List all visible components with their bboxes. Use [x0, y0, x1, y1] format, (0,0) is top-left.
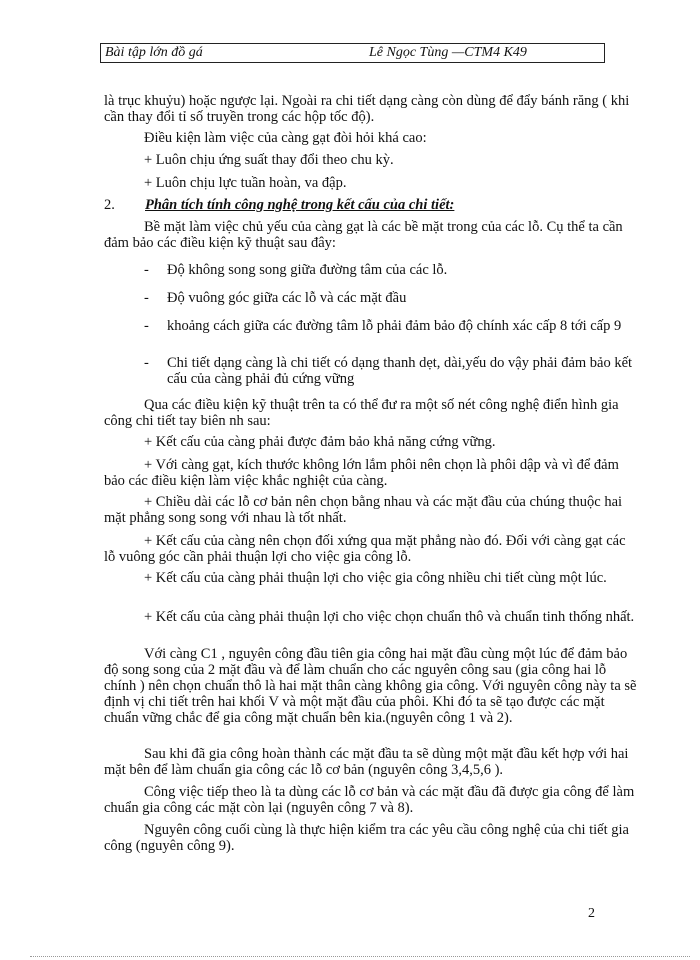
- paragraph: + Kết cấu của càng phải thuận lợi cho việc chọn chuẩn thô và chuẩn tinh thống nhất.: [144, 609, 635, 625]
- header-author: Lê Ngọc Tùng —CTM4 K49: [369, 45, 527, 60]
- section-number: 2.: [104, 197, 115, 213]
- bullet-mark: -: [144, 318, 149, 334]
- paragraph: Công việc tiếp theo là ta dùng các lỗ cơ bản và các mặt đầu đã được gia công để làm chuẩn gia công các mặt còn lại (nguyên công 7 và 8).: [104, 784, 635, 816]
- list-item: Độ không song song giữa đường tâm của các lỗ.: [167, 262, 448, 278]
- page-header: [100, 43, 605, 63]
- paragraph: Nguyên công cuối cùng là thực hiện kiểm tra các yêu cầu công nghệ của chi tiết gia công (nguyên công 9).: [104, 822, 629, 854]
- bullet-mark: -: [144, 290, 149, 306]
- paragraph: + Chiều dài các lỗ cơ bản nên chọn bằng nhau và các mặt đầu của chúng thuộc hai mặt phẳng song song với nhau là tốt nhất.: [104, 494, 623, 526]
- paragraph: Sau khi đã gia công hoàn thành các mặt đầu ta sẽ dùng một mặt đầu kết hợp với hai mặt bên để làm chuẩn gia công các lỗ cơ bản (nguyên công 3,4,5,6 ).: [104, 746, 629, 778]
- paragraph: + Kết cấu của càng phải thuận lợi cho việc gia công nhiều chi tiết cùng một lúc.: [144, 570, 607, 586]
- paragraph: Qua các điều kiện kỹ thuật trên ta có thể đư ra một số nét công nghệ điển hình gia công chi tiết tay biên nh sau:: [104, 397, 619, 429]
- paragraph: + Kết cấu của càng nên chọn đối xứng qua mặt phẳng nào đó. Đối với càng gạt các lỗ vuông góc cần phải thuận lợi cho việc gia công lỗ.: [104, 533, 626, 565]
- paragraph: + Luôn chịu ứng suất thay đổi theo chu kỳ.: [144, 152, 394, 168]
- section-heading: Phân tích tính công nghệ trong kết cấu của chi tiết:: [145, 197, 455, 213]
- paragraph: Với càng C1 , nguyên công đầu tiên gia công hai mặt đầu cùng một lúc để đảm bảo độ song song của 2 mặt đầu và để làm chuẩn cho các nguyên công sau (gia công hai lỗ chính ) nên chọn chuẩn thô là hai mặt thân càng không gia công. Với nguyên công này ta sẽ định vị chi tiết trên hai khối V và một mặt đầu của phôi. Khi đó ta sẽ tạo được các mặt chuẩn vững chắc để gia công mặt chuẩn bên kia.(nguyên công 1 và 2).: [104, 646, 637, 726]
- paragraph: Bề mặt làm việc chủ yếu của càng gạt là các bề mặt trong của các lỗ. Cụ thể ta cần đảm bảo các điều kiện kỹ thuật sau đây:: [104, 219, 623, 251]
- paragraph: là trục khuỷu) hoặc ngược lại. Ngoài ra chi tiết dạng càng còn dùng để đẩy bánh răng ( khi cần thay đổi tỉ số truyền trong các hộp tốc độ).: [104, 93, 630, 125]
- bullet-mark: -: [144, 262, 149, 278]
- page-number: 2: [588, 906, 595, 921]
- page-bottom-divider: [30, 956, 690, 957]
- paragraph: Điều kiện làm việc của càng gạt đòi hỏi khá cao:: [144, 130, 427, 146]
- header-title: Bài tập lớn đồ gá: [105, 45, 203, 60]
- paragraph: + Luôn chịu lực tuần hoàn, va đập.: [144, 175, 347, 191]
- list-item: Chi tiết dạng càng là chi tiết có dạng thanh dẹt, dài,yếu do vậy phải đảm bảo kết cấu của càng phải đủ cứng vững: [167, 355, 633, 387]
- list-item: khoảng cách giữa các đường tâm lỗ phải đảm bảo độ chính xác cấp 8 tới cấp 9: [167, 318, 622, 334]
- bullet-mark: -: [144, 355, 149, 371]
- list-item: Độ vuông góc giữa các lỗ và các mặt đầu: [167, 290, 407, 306]
- paragraph: + Kết cấu của càng phải được đảm bảo khả năng cứng vững.: [144, 434, 496, 450]
- paragraph: + Với càng gạt, kích thước không lớn lắm phôi nên chọn là phôi dập và vì để đảm bảo các điều kiện làm việc khắc nghiệt của càng.: [104, 457, 619, 489]
